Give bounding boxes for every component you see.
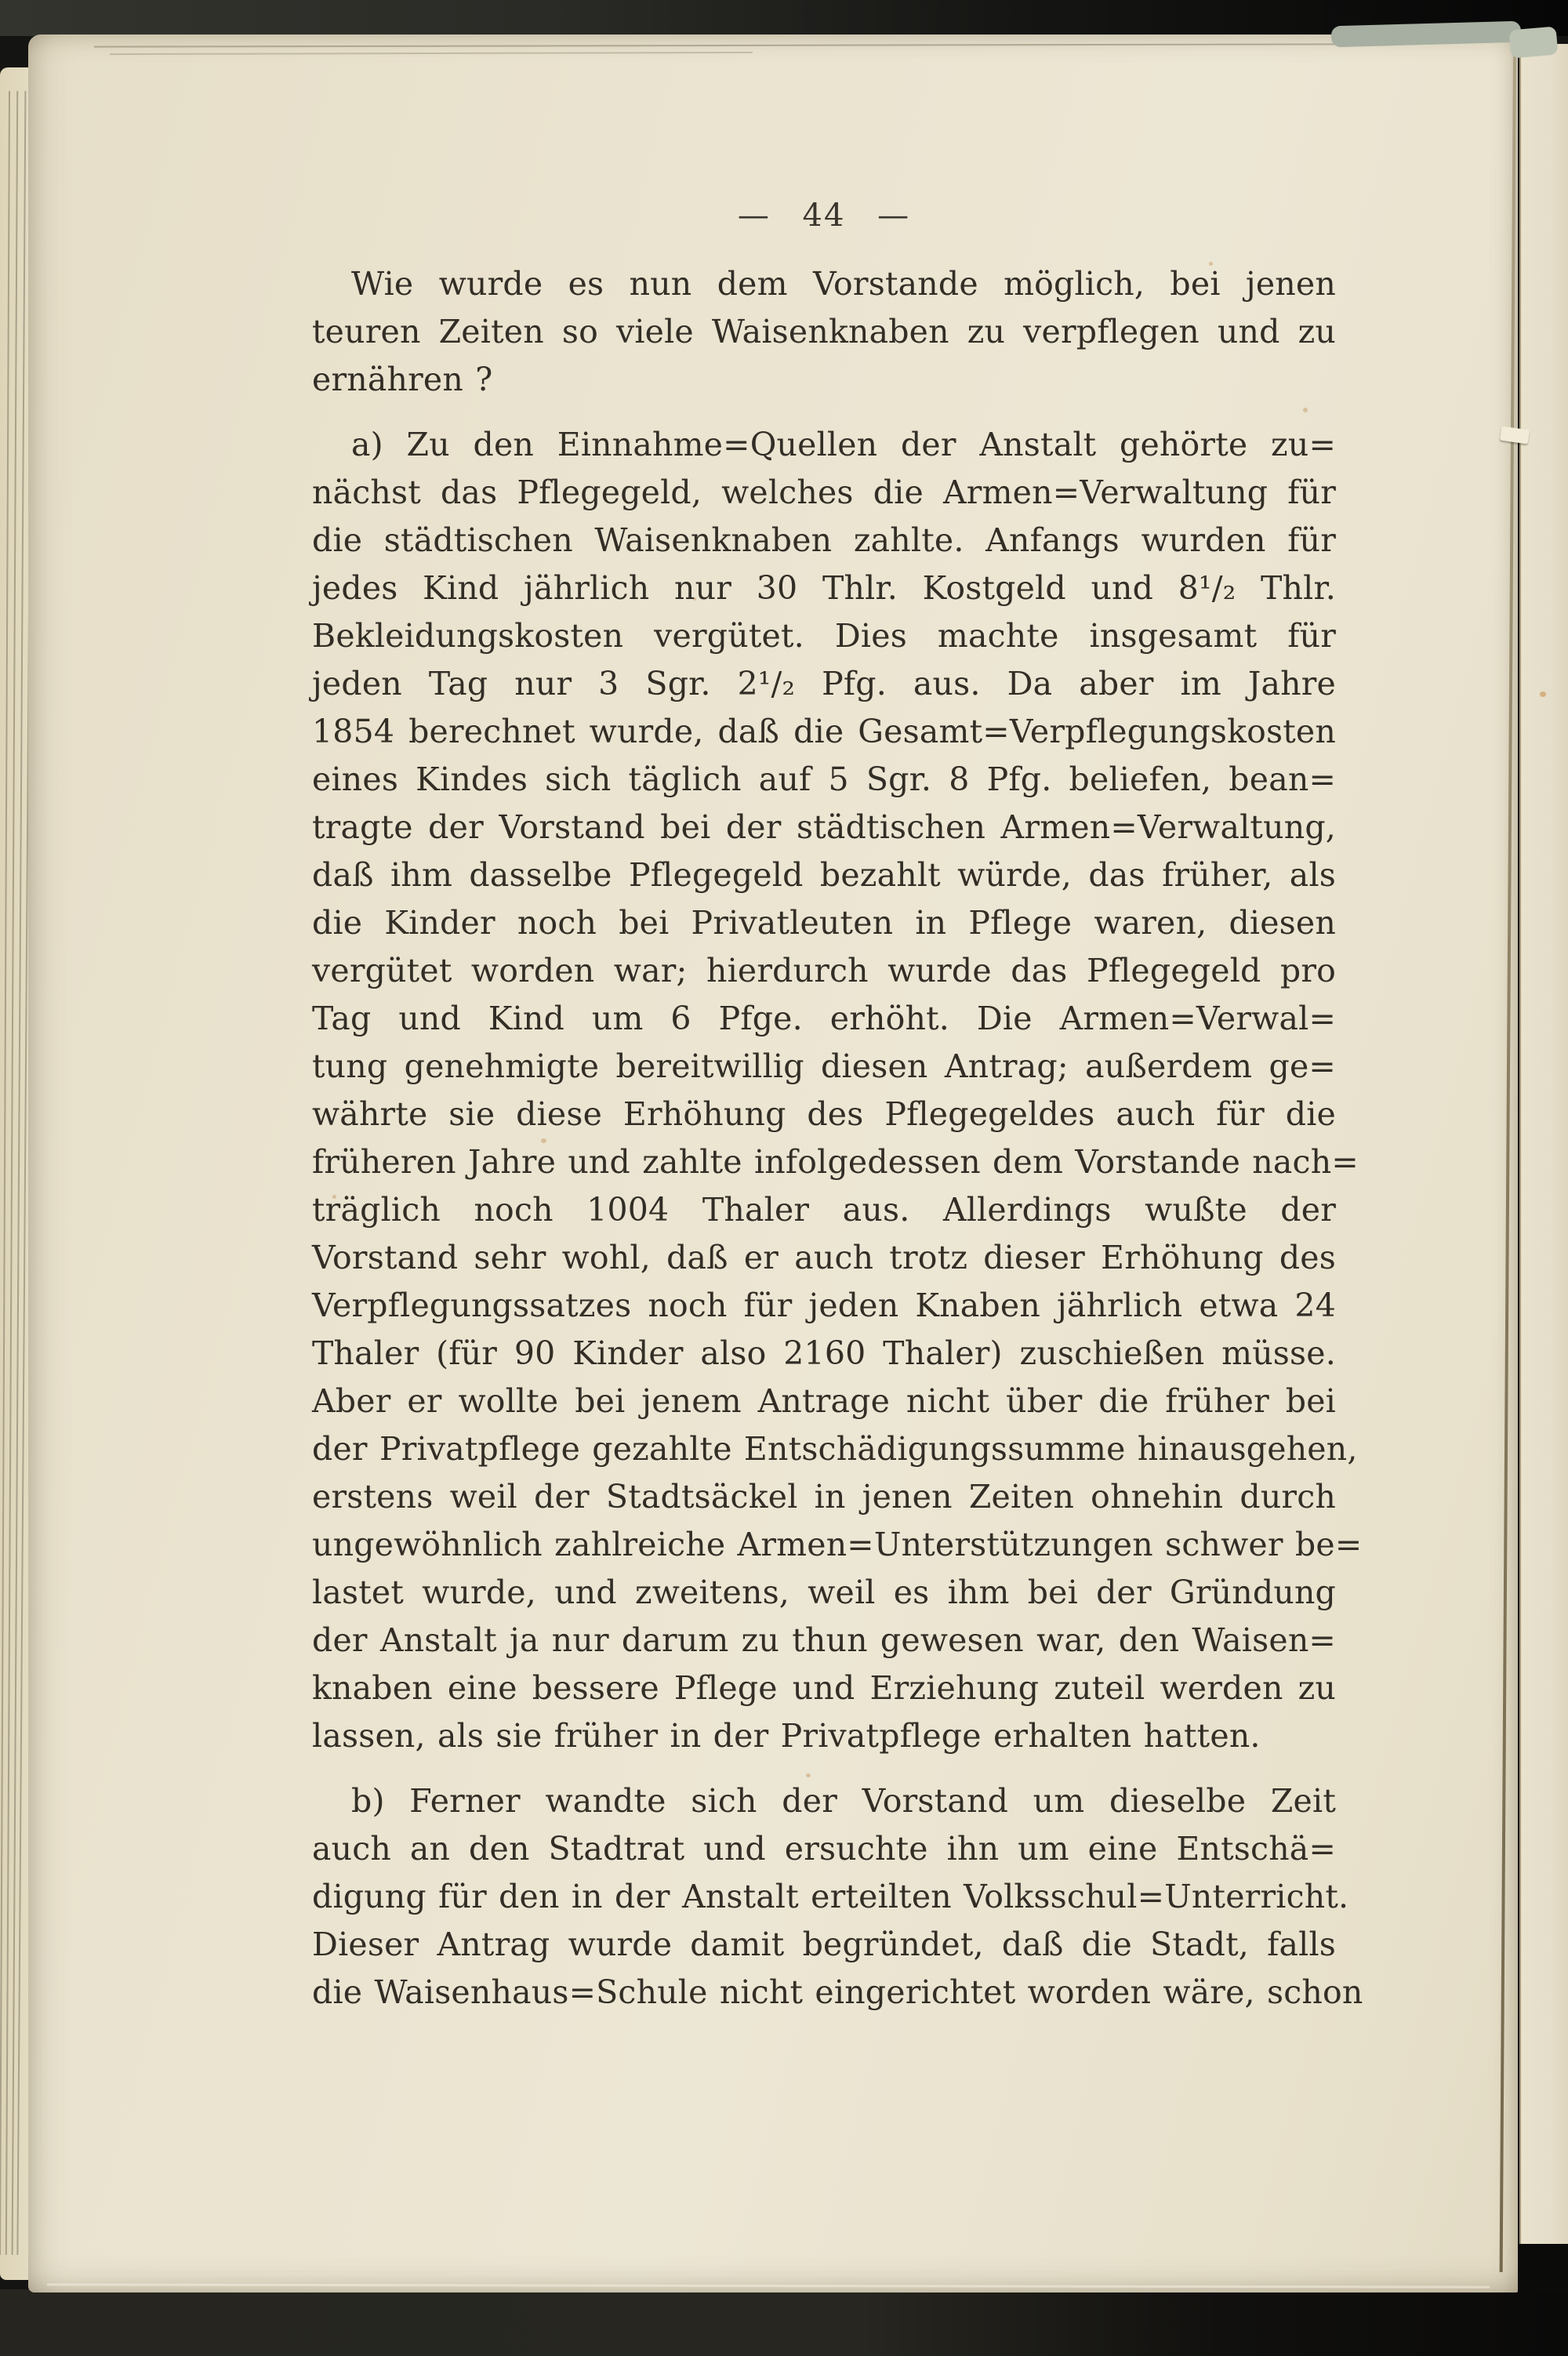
text-line: nächst das Pflegegeld, welches die Armen=Verwaltung für [312, 474, 1336, 511]
background-corner [1518, 2244, 1568, 2291]
text-line: erstens weil der Stadtsäckel in jenen Zeiten ohnehin durch [312, 1478, 1336, 1516]
text-line: vergütet worden war; hierdurch wurde das Pflegegeld pro [312, 952, 1336, 989]
text-line: jedes Kind jährlich nur 30 Thlr. Kostgeld und 8¹/₂ Thlr. [312, 569, 1336, 607]
text-line: Bekleidungskosten vergütet. Dies machte insgesamt für [312, 617, 1336, 655]
text-line: digung für den in der Anstalt erteilten Volksschul=Unterricht. [312, 1878, 1349, 1915]
paragraph-intro [312, 260, 1336, 404]
text-line: Dieser Antrag wurde damit begründet, daß die Stadt, falls [312, 1926, 1336, 1963]
page-edge-line [0, 91, 10, 2255]
paragraph-item-b [312, 1777, 1363, 2017]
left-page-stack-edge [0, 67, 30, 2280]
text-line: früheren Jahre und zahlte infolgedessen dem Vorstande nach= [312, 1143, 1359, 1181]
paragraph-item-a [312, 421, 1363, 1760]
text-line: träglich noch 1004 Thaler aus. Allerdings wußte der [312, 1191, 1336, 1229]
text-line: der Privatpflege gezahlte Entschädigungssumme hinausgehen, [312, 1430, 1358, 1468]
text-line: b) Ferner wandte sich der Vorstand um dieselbe Zeit [351, 1782, 1336, 1820]
next-page-edge-strip [1519, 44, 1568, 2272]
deckle-edge [1509, 26, 1559, 58]
body-text [312, 260, 1363, 2017]
text-line: daß ihm dasselbe Pflegegeld bezahlt würde, das früher, als [312, 856, 1336, 894]
text-line: Tag und Kind um 6 Pfge. erhöht. Die Armen=Verwal= [312, 1000, 1336, 1037]
text-line: währte sie diese Erhöhung des Pflegegeldes auch für die [312, 1095, 1336, 1133]
page-number: — 44 — [737, 198, 911, 234]
text-line: lastet wurde, und zweitens, weil es ihm bei der Gründung [312, 1574, 1336, 1611]
text-line: teuren Zeiten so viele Waisenknaben zu verpflegen und zu [312, 313, 1336, 350]
text-line: die Waisenhaus=Schule nicht eingerichtet worden wäre, schon [312, 1973, 1363, 2011]
text-line: der Anstalt ja nur darum zu thun gewesen war, den Waisen= [312, 1621, 1336, 1659]
foxing-speck [1540, 692, 1546, 697]
background-bottom-band [0, 2289, 1568, 2356]
text-line: lassen, als sie früher in der Privatpflege erhalten hatten. [312, 1717, 1261, 1755]
text-line: Aber er wollte bei jenem Antrage nicht über die früher bei [312, 1382, 1336, 1420]
text-line: ernähren ? [312, 361, 493, 398]
text-line: auch an den Stadtrat und ersuchte ihn um eine Entschä= [312, 1830, 1336, 1868]
text-line: Wie wurde es nun dem Vorstande möglich, bei jenen [351, 265, 1336, 303]
text-line: knaben eine bessere Pflege und Erziehung zuteil werden zu [312, 1669, 1336, 1707]
text-line: die städtischen Waisenknaben zahlte. Anfangs wurden für [312, 521, 1336, 559]
text-line: tung genehmigte bereitwillig diesen Antrag; außerdem ge= [312, 1047, 1336, 1085]
text-line: Verpflegungssatzes noch für jeden Knaben jährlich etwa 24 [312, 1287, 1336, 1324]
text-line: eines Kindes sich täglich auf 5 Sgr. 8 Pfg. beliefen, bean= [312, 761, 1336, 798]
text-line: a) Zu den Einnahme=Quellen der Anstalt gehörte zu= [351, 426, 1336, 463]
text-line: jeden Tag nur 3 Sgr. 2¹/₂ Pfg. aus. Da aber im Jahre [312, 665, 1336, 702]
text-line: 1854 berechnet wurde, daß die Gesamt=Verpflegungskosten [312, 713, 1336, 750]
text-line: ungewöhnlich zahlreiche Armen=Unterstützungen schwer be= [312, 1526, 1363, 1563]
text-line: tragte der Vorstand bei der städtischen Armen=Verwaltung, [312, 808, 1336, 846]
text-line: die Kinder noch bei Privatleuten in Pflege waren, diesen [312, 904, 1336, 942]
text-line: Thaler (für 90 Kinder also 2160 Thaler) zuschießen müsse. [312, 1334, 1336, 1372]
text-line: Vorstand sehr wohl, daß er auch trotz dieser Erhöhung des [312, 1239, 1336, 1276]
